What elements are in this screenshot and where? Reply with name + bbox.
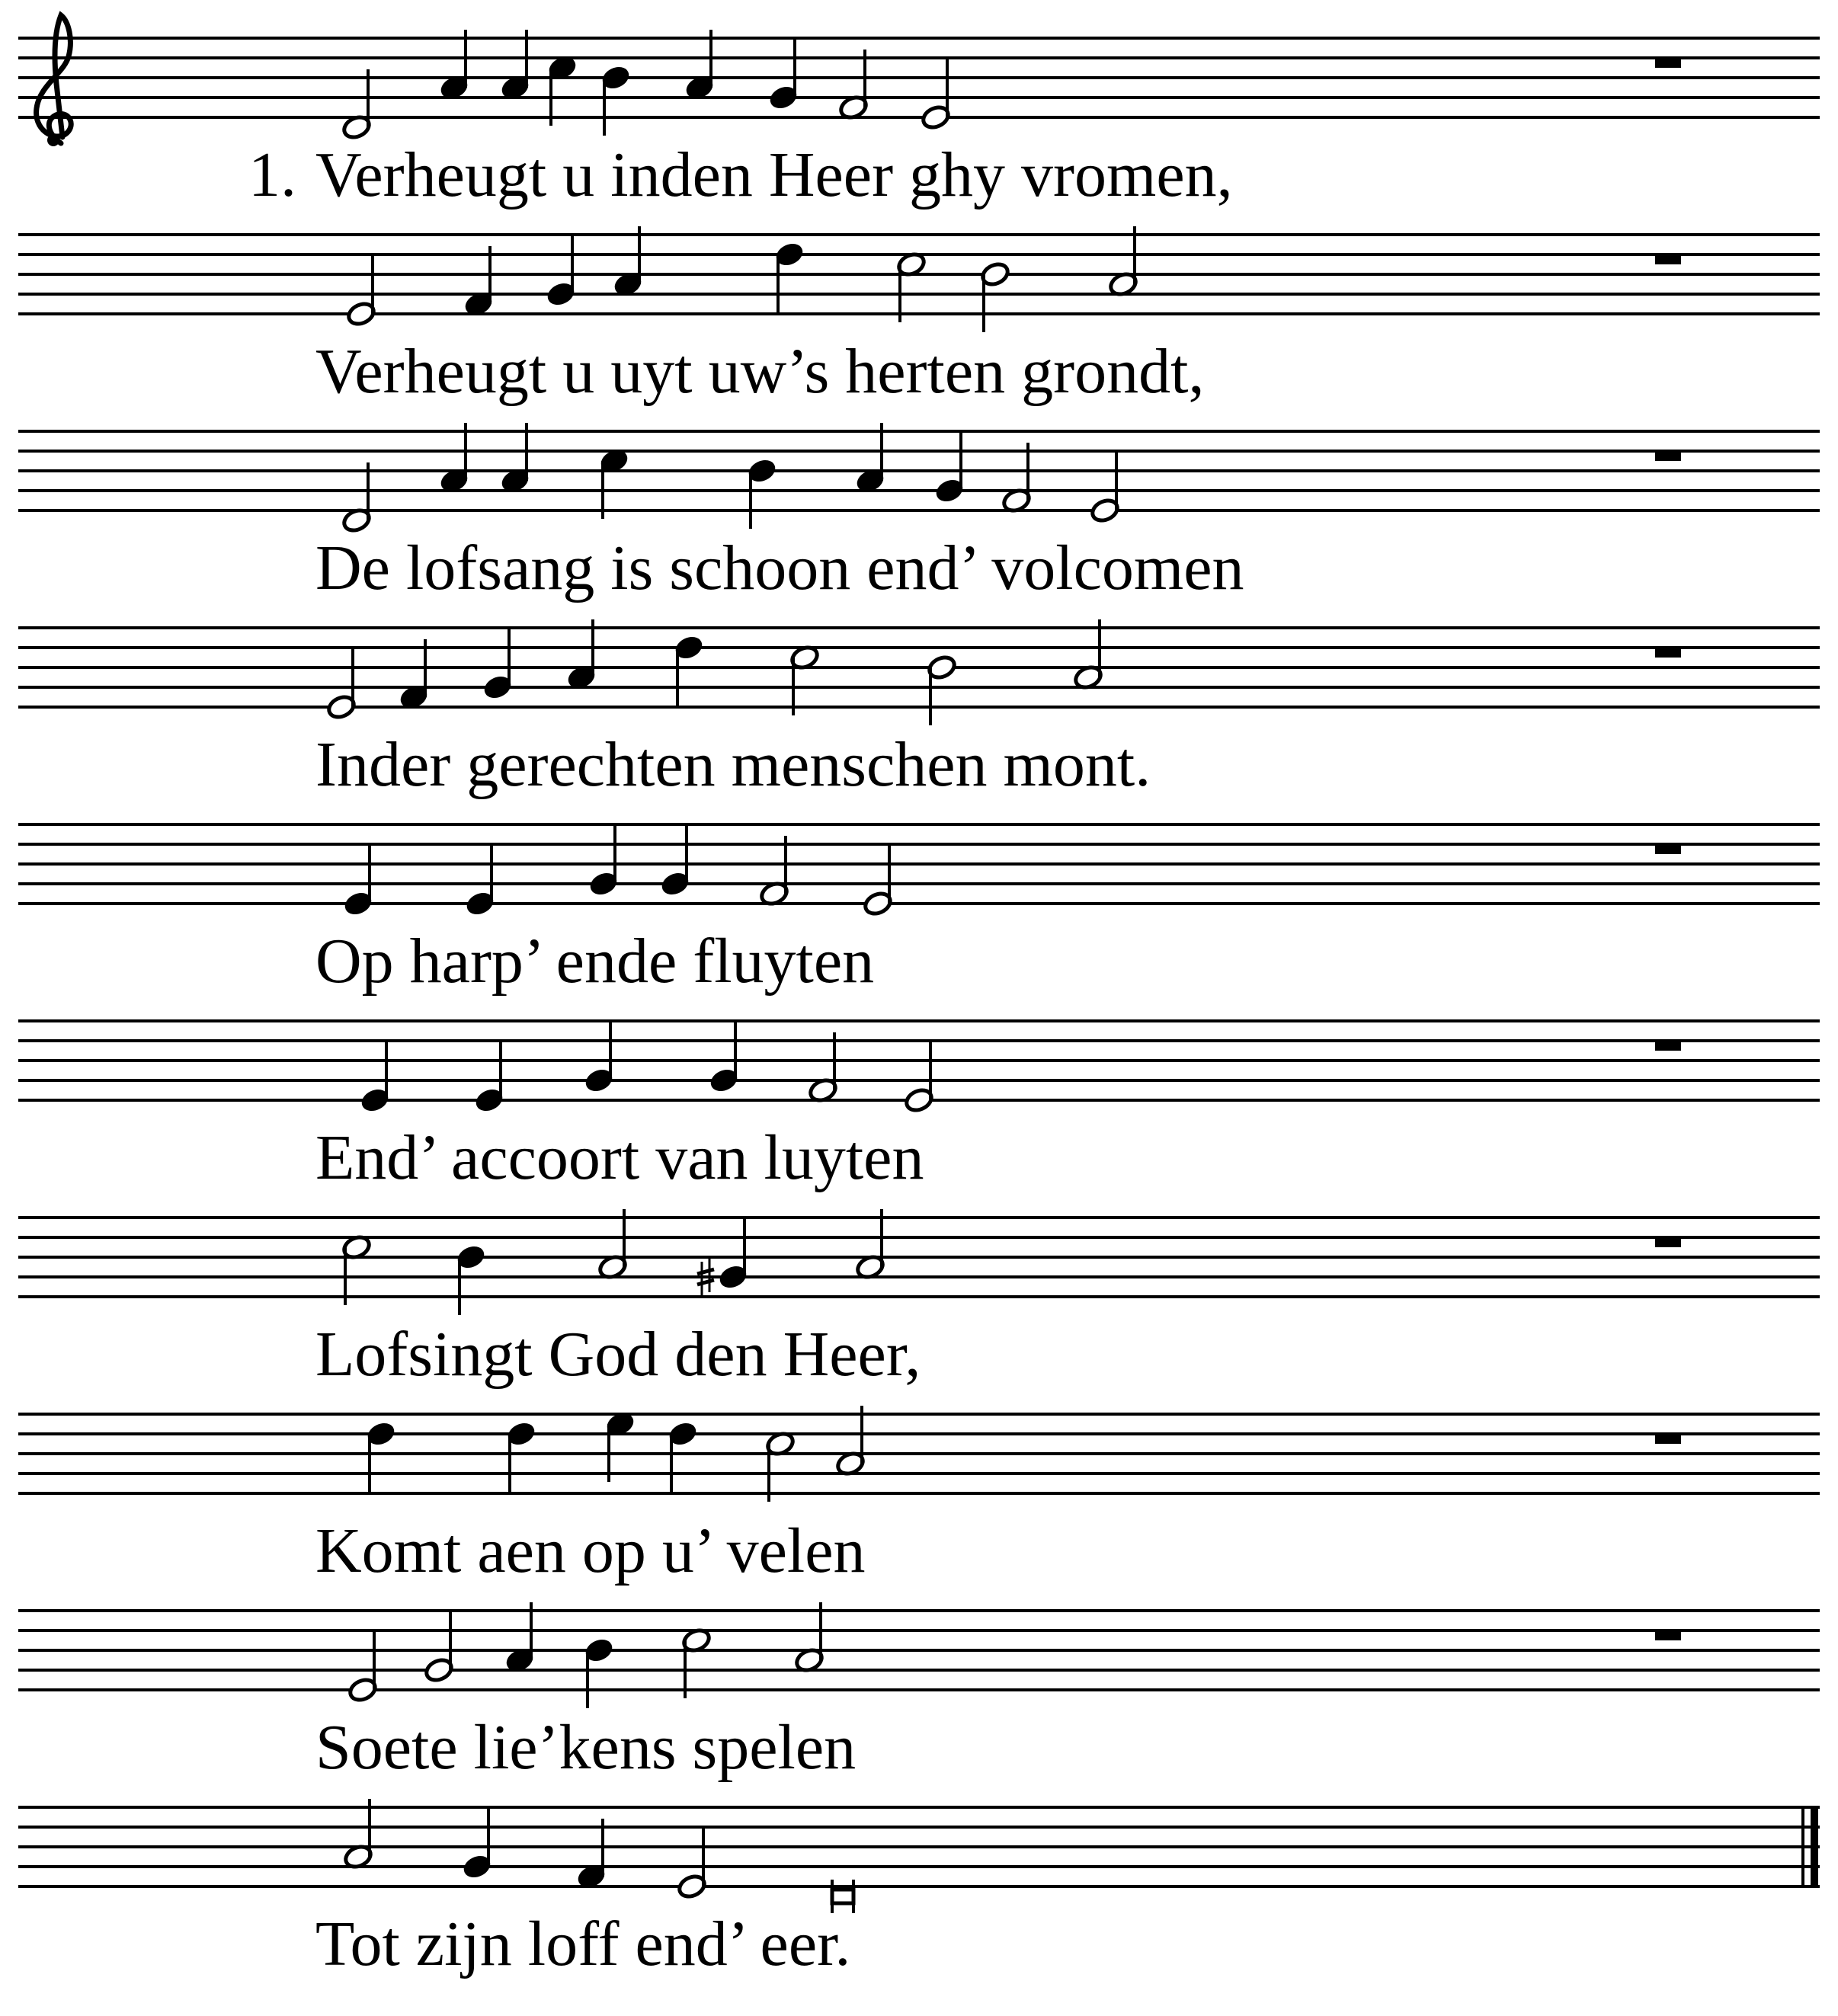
note <box>677 1829 708 1900</box>
lyric-line-4: Inder gerechten menschen mont. <box>315 729 1151 800</box>
lyric-line-8: Komt aen op u’ velen <box>315 1515 866 1586</box>
note <box>896 251 927 322</box>
note <box>584 1637 615 1708</box>
staff-system <box>18 1021 1820 1114</box>
note <box>346 256 377 328</box>
half-rest-icon <box>1655 648 1681 658</box>
half-rest-icon <box>1655 1041 1681 1051</box>
note <box>547 54 578 126</box>
half-rest-icon <box>1655 1630 1681 1640</box>
note <box>855 423 886 494</box>
note <box>482 629 514 701</box>
note <box>360 1042 391 1114</box>
half-rest-icon <box>1655 451 1681 461</box>
note <box>934 433 965 504</box>
note <box>343 846 374 917</box>
note <box>838 50 869 121</box>
note <box>462 1809 493 1880</box>
note <box>681 1627 712 1698</box>
half-rest-icon <box>1655 844 1681 854</box>
note <box>474 1042 505 1114</box>
note <box>768 40 799 111</box>
lyric-line-6: End’ accoort van luyten <box>315 1122 924 1193</box>
lyric-line-2: Verheugt u uyt uw’s herten grondt, <box>315 336 1205 407</box>
staff-system <box>18 824 1820 917</box>
note <box>341 462 373 534</box>
note <box>1108 226 1139 298</box>
sharp-stroke <box>697 1280 714 1285</box>
note <box>584 1022 615 1094</box>
note <box>566 619 597 691</box>
note <box>674 634 705 706</box>
note <box>835 1406 866 1477</box>
note <box>399 639 430 711</box>
note <box>759 836 790 907</box>
note <box>794 1602 825 1674</box>
sharp-stroke <box>697 1269 714 1274</box>
note <box>546 236 577 308</box>
staff-system <box>18 1406 1820 1502</box>
note <box>500 423 531 494</box>
lyric-line-5: Op harp’ ende fluyten <box>315 926 875 997</box>
lyric-line-1: Verheugt u inden Heer ghy vromen, <box>315 139 1233 210</box>
note <box>424 1612 455 1684</box>
note <box>709 1022 740 1094</box>
note <box>439 30 470 101</box>
half-rest-icon <box>1655 254 1681 264</box>
staff-system <box>18 30 1820 141</box>
staff-system <box>18 226 1820 332</box>
note <box>1090 453 1121 524</box>
half-rest-icon <box>1655 58 1681 68</box>
staff-system <box>18 619 1820 725</box>
note <box>504 1602 536 1674</box>
note <box>863 846 894 917</box>
note <box>341 69 373 141</box>
treble-clef-icon <box>37 15 72 146</box>
note <box>613 226 644 298</box>
note <box>855 1209 886 1281</box>
note <box>1001 443 1033 514</box>
note <box>684 30 716 101</box>
final-barline <box>1811 1807 1818 1886</box>
note <box>600 64 632 136</box>
staff-system <box>18 1209 1820 1315</box>
lyric-line-9: Soete lie’kens spelen <box>315 1712 857 1783</box>
note <box>747 457 778 529</box>
note <box>439 423 470 494</box>
note <box>904 1042 935 1114</box>
note <box>660 826 691 898</box>
note <box>506 1420 537 1492</box>
note <box>789 644 821 715</box>
note <box>980 261 1011 332</box>
note <box>326 649 357 721</box>
lyric-line-10: Tot zijn loff end’ eer. <box>315 1909 851 1979</box>
lyric-line-3: De lofsang is schoon end’ volcomen <box>315 533 1244 603</box>
half-rest-icon <box>1655 1434 1681 1444</box>
staff-system <box>18 1799 1820 1913</box>
note <box>599 447 630 519</box>
note <box>500 30 531 101</box>
note <box>1073 619 1104 691</box>
note <box>465 846 496 917</box>
staff-system <box>18 423 1820 534</box>
note <box>668 1420 699 1492</box>
staff-system <box>18 1602 1820 1708</box>
note <box>605 1410 636 1482</box>
note <box>463 246 495 318</box>
note <box>366 1420 397 1492</box>
half-rest-icon <box>1655 1237 1681 1247</box>
note <box>588 826 620 898</box>
note <box>765 1430 796 1502</box>
note <box>808 1032 839 1104</box>
note <box>343 1799 374 1870</box>
notehead <box>832 1890 853 1903</box>
note <box>341 1234 373 1305</box>
verse-number: 1. <box>248 139 296 210</box>
note <box>927 654 958 725</box>
note <box>347 1632 379 1704</box>
note <box>921 59 952 131</box>
note <box>576 1819 607 1890</box>
lyric-line-7: Lofsingt God den Heer, <box>315 1319 921 1390</box>
note <box>774 241 805 312</box>
note <box>597 1209 629 1281</box>
note <box>456 1243 487 1315</box>
